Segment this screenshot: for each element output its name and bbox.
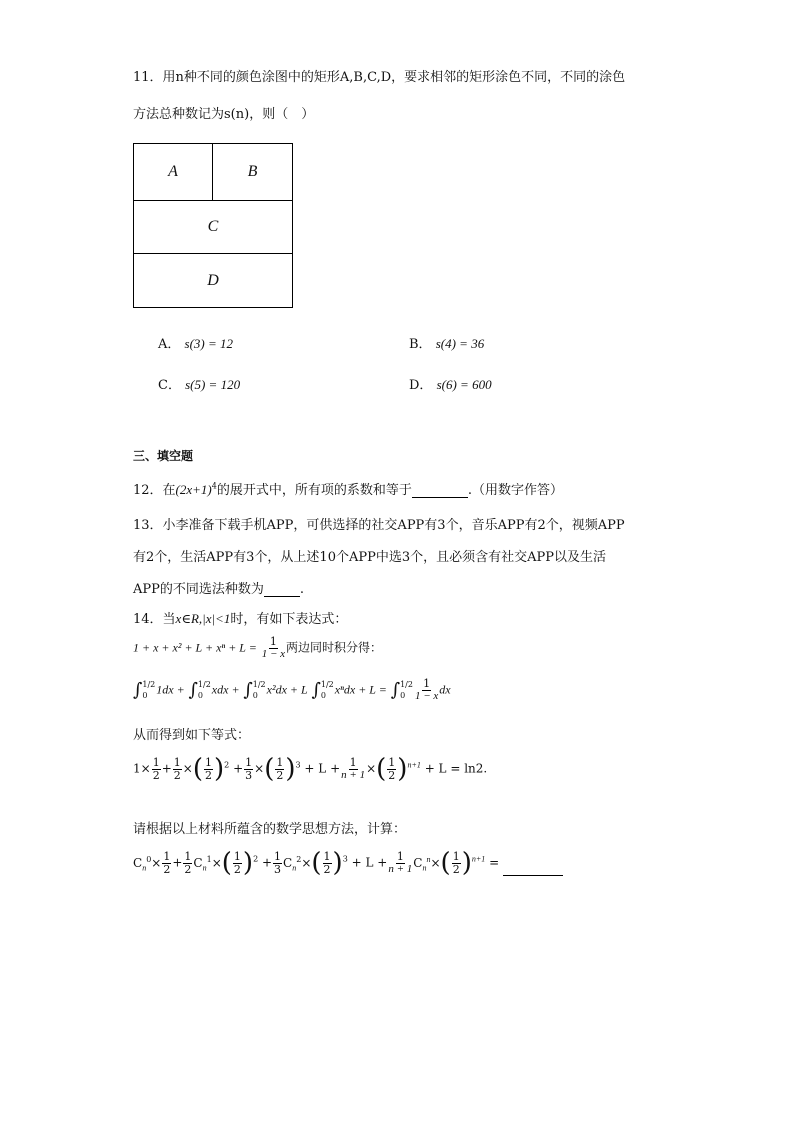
option-d-label: D．	[409, 378, 433, 393]
q12-exp: 4	[211, 481, 217, 491]
q13-line3-end: .	[299, 582, 305, 597]
q12-post: 的展开式中，所有项的系数和等于	[216, 483, 412, 498]
q14-condition: x∈R,|x|<1	[175, 611, 231, 626]
option-d-expr: s(6) = 600	[436, 377, 492, 392]
cell-a: A	[133, 143, 213, 201]
option-a-expr: s(3) = 12	[184, 336, 234, 351]
option-b-label: B．	[409, 337, 432, 352]
q12-pre: 12．在	[133, 483, 176, 498]
q14-ask-text: 请根据以上材料所蕴含的数学思想方法，计算：	[133, 822, 407, 837]
q13-line2: 有2个，生活APP有3个，从上述10个APP中选3个，且必须含有社交APP以及生活	[133, 550, 607, 565]
cell-b: B	[212, 143, 293, 201]
q14-intro-post: 时，有如下表达式：	[230, 612, 348, 627]
q11-line1: 11．用n种不同的颜色涂图中的矩形A,B,C,D，要求相邻的矩形涂色不同，不同的涂色	[133, 70, 626, 85]
q14-series	[133, 636, 382, 660]
q14-series-lhs: 1 + x + x² + L + xⁿ + L =	[133, 640, 257, 655]
q13-answer-blank[interactable]	[264, 581, 300, 597]
q14-intro	[133, 608, 347, 627]
option-c-expr: s(5) = 120	[185, 377, 241, 392]
q14-from-text: 从而得到如下等式：	[133, 728, 251, 743]
option-b[interactable]	[409, 333, 484, 352]
q13-line3	[133, 578, 304, 597]
q12	[133, 479, 563, 498]
rectangle-diagram	[133, 143, 293, 308]
q14-series-post: 两边同时积分得：	[286, 640, 383, 655]
q13-line1: 13．小李准备下载手机APP，可供选择的社交APP有3个，音乐APP有2个，视频APP	[133, 518, 625, 533]
q14-final-expression: $C_n^0\times$ $\frac{1}{2}$ + $\frac{1}{2}$ $C_n^1\times$( $\frac{1}{2}$ )$^2$ + $\frac{1}{3}$ $C_n^2\times$( $\frac{1}{2}$ )$^3$ + L + $\frac{1}{n + 1}$ $C_n^n\times$( $\frac{1}{2}$ )$^{n+1}$ =	[133, 850, 563, 876]
q14-intro-pre: 14．当	[133, 612, 176, 627]
q14-final-equals: =	[489, 855, 500, 870]
option-c-label: C．	[158, 378, 181, 393]
option-c[interactable]	[158, 374, 240, 393]
q11-line2: 方法总种数记为s(n)，则（ ）	[133, 107, 315, 122]
section-title: 三、填空题	[133, 449, 194, 463]
cell-c: C	[133, 200, 293, 254]
cell-d: D	[133, 253, 293, 308]
option-a[interactable]	[158, 333, 233, 352]
q12-end: .（用数字作答）	[467, 483, 563, 498]
option-d[interactable]	[409, 374, 492, 393]
q14-series-fraction: $\frac{1}{1 - x}$	[261, 635, 285, 660]
q12-answer-blank[interactable]	[412, 482, 468, 498]
option-b-expr: s(4) = 36	[435, 336, 485, 351]
q14-integral-line: ∫ 1/2 0 1dx + ∫ 1/2 0 xdx + ∫ 1/2 0 x²dx + L ∫ 1/2 0 xⁿdx + L = ∫ 1/2 0 $\frac{1}{1 - x}$ dx	[133, 677, 451, 702]
q14-identity: 1× $\frac{1}{2}$ + $\frac{1}{2}$ ×( $\frac{1}{2}$ )$^2$ + $\frac{1}{3}$ ×( $\frac{1}{2}$ )$^3$ + L + $\frac{1}{n + 1}$ ×( $\frac{1}{2}$ )$^{n+1}$ + L = ln2.	[133, 754, 488, 784]
option-a-label: A．	[158, 337, 181, 352]
q14-answer-blank[interactable]	[503, 861, 563, 876]
q12-expr: (2x+1)	[175, 482, 212, 497]
q13-line3-text: APP的不同选法种数为	[133, 582, 264, 597]
q14-identity-rhs: + L = ln2.	[424, 761, 488, 776]
